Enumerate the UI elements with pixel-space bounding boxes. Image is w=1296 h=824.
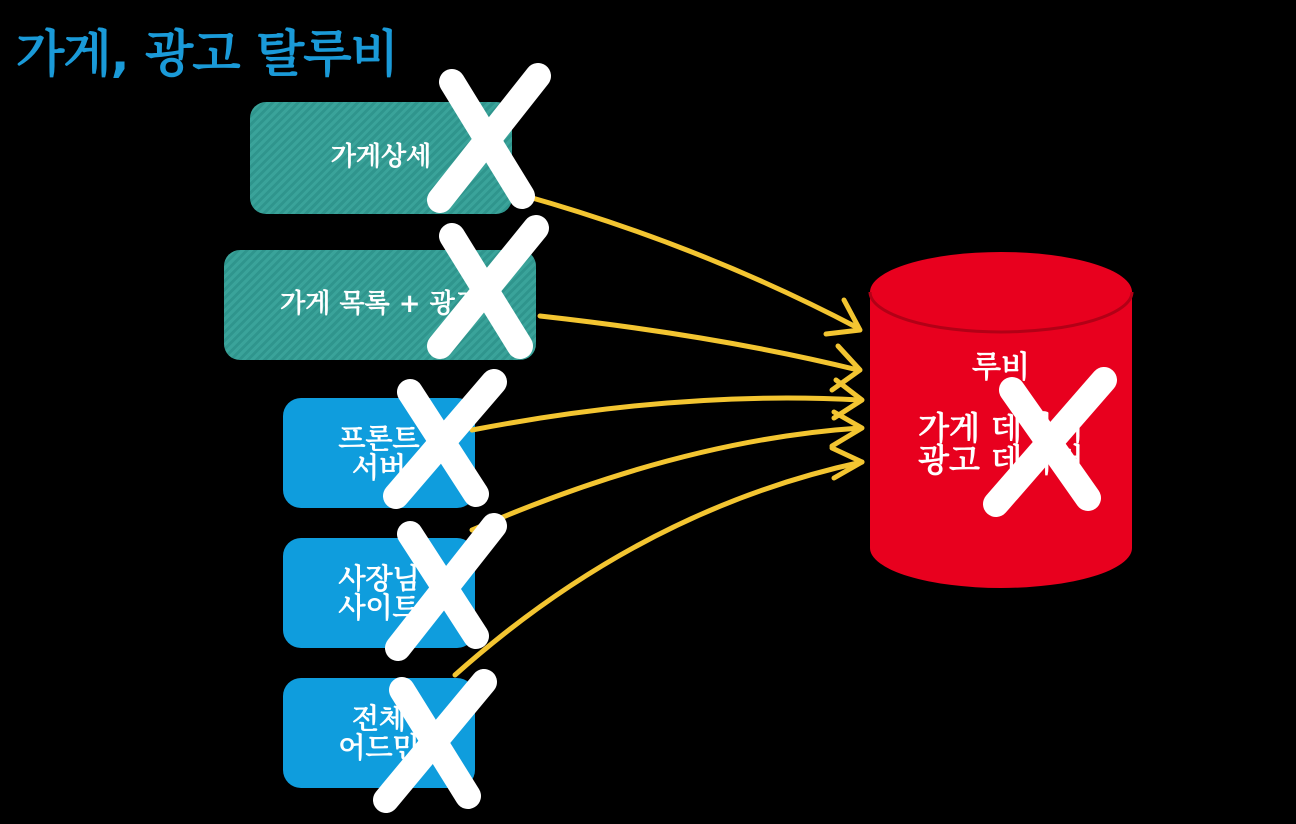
cross-out-icon [996, 380, 1104, 504]
source-label: 가게상세 [330, 142, 432, 173]
cross-out-icon [440, 76, 538, 200]
cross-out-icon [386, 682, 484, 800]
source-label-line-1: 전체 [351, 701, 407, 735]
database-line-1: 가게 데이터 [918, 409, 1084, 447]
database-line-2: 광고 데이터 [918, 441, 1084, 479]
source-label-line-1: 프론트 [338, 421, 420, 455]
cross-out-icon [440, 228, 536, 346]
cross-out-icon [396, 382, 494, 496]
cross-out-icon [398, 526, 494, 648]
page-title: 가게, 광고 탈루비 [16, 25, 398, 83]
source-label-line-2: 사이트 [338, 591, 420, 624]
source-label-line-2: 서버 [351, 451, 407, 484]
source-label-line-2: 어드민 [338, 731, 420, 764]
source-label-line-1: 사장님 [338, 561, 420, 595]
database-title: 루비 [972, 350, 1030, 385]
source-label: 가게 목록 + 광고 [280, 289, 480, 320]
